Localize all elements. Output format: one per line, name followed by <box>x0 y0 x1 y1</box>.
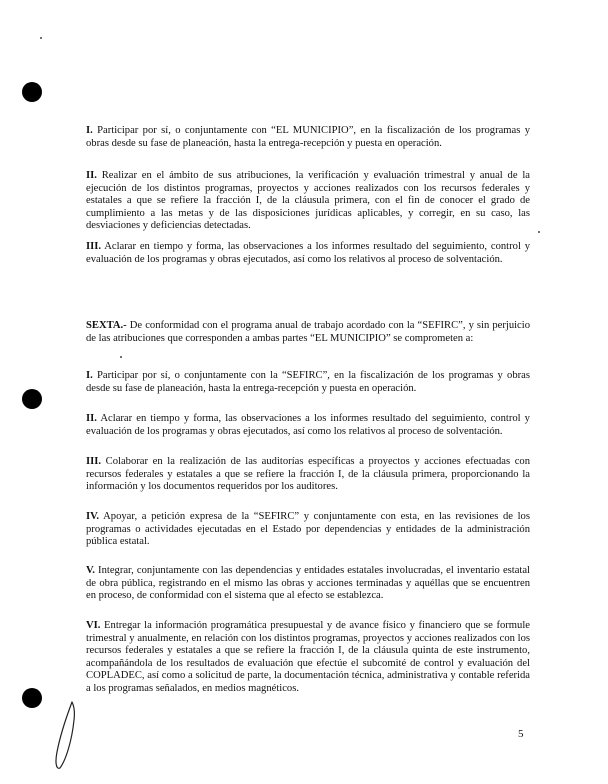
obligation-intro-2: II. Realizar en el ámbito de sus atribuciones, la verificación y evaluación trimestral y anual de la ejecución de los distintos programas, proyectos y acciones realizados con los recursos federales y estatales a que se refiere la fracción I, de la cláusula primera, con el fin de conocer el grado de cumplimiento a las metas y de las disposiciones jurídicas aplicables, y corregir, en su caso, las desviaciones y deficiencias detectadas. <box>86 170 530 232</box>
handwritten-initial-signature <box>52 700 78 772</box>
obligation-intro-3: III. Aclarar en tiempo y forma, las observaciones a los informes resultado del seguimiento, control y evaluación de los programas y obras ejecutados, así como los relativos al proceso de solventación. <box>86 241 530 265</box>
scan-speck <box>120 356 122 358</box>
obligation-sexta-5: V. Integrar, conjuntamente con las dependencias y entidades estatales involucradas, el inventario estatal de obra pública, registrando en el mismo las obras y acciones terminadas y aquéllas que se encuentren en proceso, de conformidad con el sistema que al efecto se establezca. <box>86 565 530 602</box>
scan-speck <box>538 231 540 233</box>
obligation-sexta-6: VI. Entregar la información programática presupuestal y de avance físico y financiero que se formule trimestral y anualmente, en relación con los distintos programas, proyectos y acciones realizados con los recursos federales y estatales a que se refiere la fracción I, de la cláusula quinta de este instrumento, acompañándola de los resultados de evaluación que efectúe el subcomité de control y evaluación del COPLADEC, así como a solicitud de parte, la documentación técnica, administrativa y contable referida a los programas señalados, en medios magnéticos. <box>86 620 530 694</box>
obligation-sexta-3: III. Colaborar en la realización de las auditorías específicas a proyectos y acciones efectuadas con recursos federales y estatales a que se refiere la fracción I, de la cláusula primera, proporcionando la información y los documentos requeridos por los auditores. <box>86 456 530 493</box>
obligation-sexta-4: IV. Apoyar, a petición expresa de la “SEFIRC” y conjuntamente con esta, en las revisiones de los programas o actividades ejecutadas en el Estado por dependencias y entidades de la administración pública estatal. <box>86 511 530 548</box>
page-number: 5 <box>518 728 524 740</box>
scan-speck <box>40 37 42 39</box>
punch-hole-middle <box>22 389 42 409</box>
clause-sexta: SEXTA.- De conformidad con el programa anual de trabajo acordado con la “SEFIRC”, y sin perjuicio de las atribuciones que corresponden a ambas partes “EL MUNICIPIO” se comprometen a: <box>86 320 530 344</box>
obligation-intro-1: I. Participar por sí, o conjuntamente con “EL MUNICIPIO”, en la fiscalización de los programas y obras desde su fase de planeación, hasta la entrega-recepción y puesta en operación. <box>86 125 531 149</box>
punch-hole-bottom <box>22 688 42 708</box>
punch-hole-top <box>22 82 42 102</box>
obligation-sexta-1: I. Participar por sí, o conjuntamente con la “SEFIRC”, en la fiscalización de los programas y obras desde su fase de planeación, hasta la entrega-recepción y puesta en operación. <box>86 370 530 394</box>
obligation-sexta-2: II. Aclarar en tiempo y forma, las observaciones a los informes resultado del seguimiento, control y evaluación de los programas y obras ejecutados, así como los relativos al proceso de solventación. <box>86 413 530 437</box>
